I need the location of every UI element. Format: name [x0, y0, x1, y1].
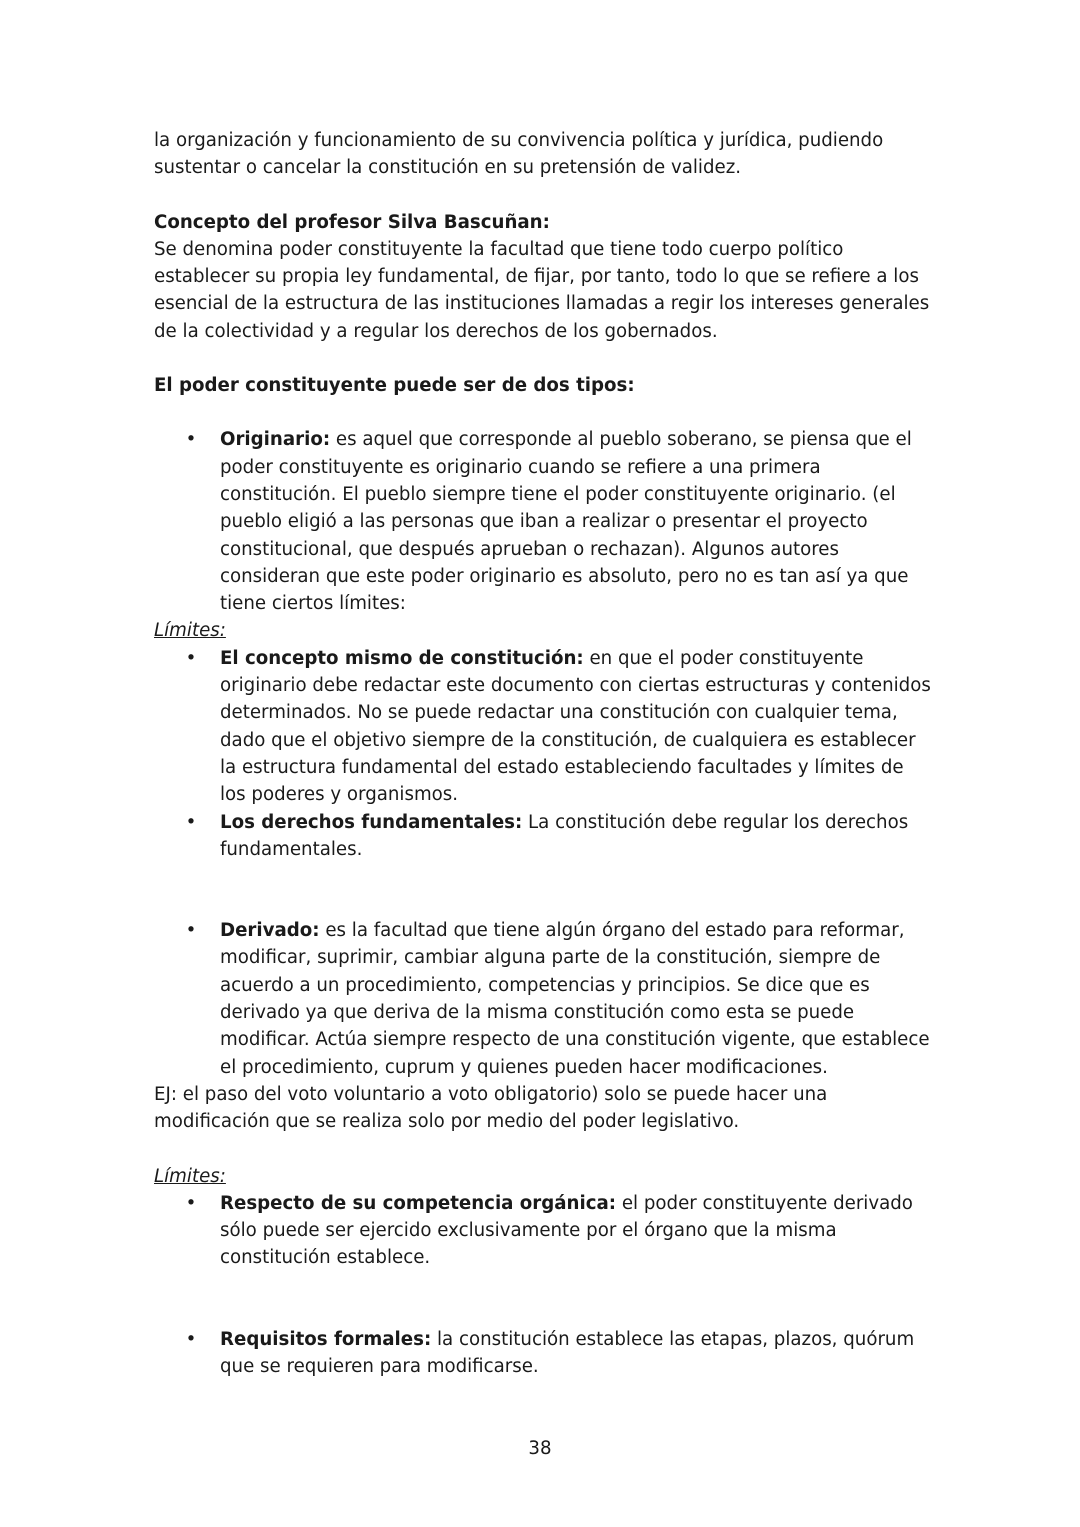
- derivado-term: Derivado:: [220, 920, 320, 942]
- page-number: 38: [528, 1438, 552, 1459]
- limit-term: Requisitos formales:: [220, 1328, 432, 1350]
- bullet-icon: •: [185, 920, 197, 942]
- limites-label-originario: Límites:: [154, 620, 226, 642]
- bullet-icon: •: [185, 1328, 197, 1350]
- limit-term: El concepto mismo de constitución:: [220, 647, 584, 669]
- document-page: [154, 127, 934, 1380]
- tipos-heading: El poder constituyente puede ser de dos tipos:: [154, 375, 635, 397]
- list-item-derivado: [154, 917, 934, 1081]
- silva-heading: Concepto del profesor Silva Bascuñan:: [154, 211, 550, 233]
- silva-paragraph: Se denomina poder constituyente la facultad que tiene todo cuerpo político establecer su propia ley fundamental, de fijar, por tanto, todo lo que se refiere a los esencial de la estructura de las instituciones llamadas a regir los intereses generales de la colectividad y a regular los derechos de los gobernados.: [154, 238, 930, 342]
- limit-term: Respecto de su competencia orgánica:: [220, 1192, 617, 1214]
- list-item-limit: [154, 645, 934, 809]
- limit-text: la constitución establece las etapas, plazos, quórum que se requieren para modificarse.: [220, 1328, 915, 1377]
- originario-limits-list: [154, 645, 934, 863]
- list-item-originario: [154, 426, 934, 617]
- derivado-text: es la facultad que tiene algún órgano del estado para reformar, modificar, suprimir, cambiar alguna parte de la constitución, siempre de acuerdo a un procedimiento, competencias y principios. Se dice que es derivado ya que deriva de la misma constitución como esta se puede modificar. Actúa siempre respecto de una constitución vigente, que establece el procedimiento, cuprum y quienes pueden hacer modificaciones.: [220, 920, 930, 1078]
- limites-label-derivado: Límites:: [154, 1165, 226, 1187]
- derivado-limits-list-2: [154, 1326, 934, 1381]
- bullet-icon: •: [185, 429, 197, 451]
- limit-text: en que el poder constituyente originario debe redactar este documento con ciertas estructuras y contenidos determinados. No se puede redactar una constitución con cualquier tema, dado que el objetivo siempre de la constitución, de cualquiera es establecer la estructura fundamental del estado estableciendo facultades y límites de los poderes y organismos.: [220, 647, 931, 806]
- limit-text: el poder constituyente derivado sólo puede ser ejercido exclusivamente por el órgano que la misma constitución establece.: [220, 1192, 913, 1269]
- originario-text: es aquel que corresponde al pueblo soberano, se piensa que el poder constituyente es originario cuando se refiere a una primera constitución. El pueblo siempre tiene el poder constituyente originario. (el pueblo eligió a las personas que iban a realizar o presentar el proyecto constitucional, que después aprueban o rechazan). Algunos autores consideran que este poder originario es absoluto, pero no es tan así ya que tiene ciertos límites:: [220, 429, 912, 615]
- limit-term: Los derechos fundamentales:: [220, 811, 523, 833]
- derivado-list: [154, 917, 934, 1081]
- originario-term: Originario:: [220, 429, 331, 451]
- intro-paragraph: la organización y funcionamiento de su convivencia política y jurídica, pudiendo sustentar o cancelar la constitución en su pretensión de validez.: [154, 130, 884, 179]
- derivado-limits-list: [154, 1190, 934, 1272]
- limit-text: La constitución debe regular los derechos fundamentales.: [220, 811, 909, 860]
- ejemplo-paragraph: EJ: el paso del voto voluntario a voto obligatorio) solo se puede hacer una modificación que se realiza solo por medio del poder legislativo.: [154, 1083, 828, 1133]
- list-item-limit: [154, 809, 934, 864]
- list-item-limit: [154, 1190, 934, 1272]
- bullet-icon: •: [185, 647, 197, 669]
- list-item-limit: [154, 1326, 934, 1381]
- originario-list: [154, 426, 934, 617]
- bullet-icon: •: [185, 811, 197, 833]
- bullet-icon: •: [185, 1192, 197, 1214]
